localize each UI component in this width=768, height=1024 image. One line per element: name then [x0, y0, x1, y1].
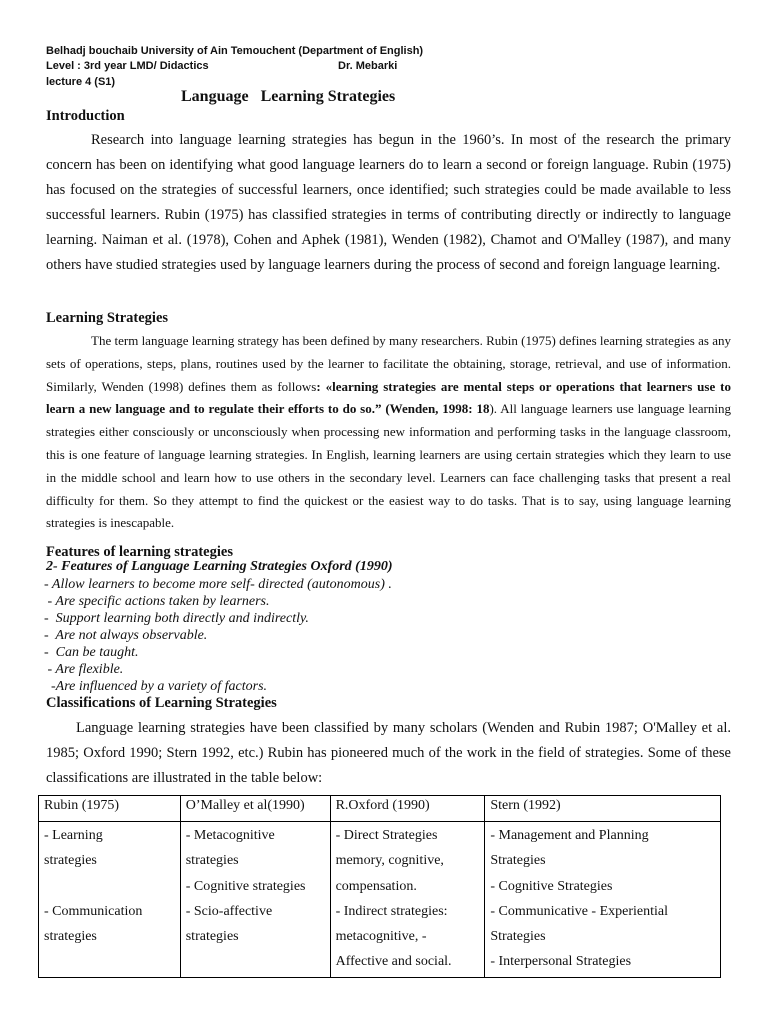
table-header-cell: Stern (1992): [485, 796, 721, 822]
table-cell-line: - Communicative - Experiential: [490, 903, 669, 919]
feature-item: - Can be taught.: [44, 645, 139, 660]
table-cell-line: Strategies: [490, 929, 546, 945]
table-cell-line: - Learning: [44, 828, 103, 843]
header-teacher: Dr. Mebarki: [338, 60, 398, 72]
features-heading: Features of learning strategies: [46, 544, 233, 560]
introduction-text: Research into language learning strategies has begun in the 1960’s. In most of the research the primary concern has been on identifying what good language learners do to learn a second or foreign language. Rubin (1975) has focused on the strategies of successful learners, once identified; such strategies could be made available to less successful learners. Rubin (1975) has classified strategies in terms of contributing directly or indirectly to language learning. Naiman et al. (1978), Cohen and Aphek (1981), Wenden (1982), Chamot and O'Malley (1987), and many others have studied strategies used by language learners during the process of second and foreign language learning.: [46, 132, 731, 273]
introduction-heading: Introduction: [46, 108, 125, 124]
learning-strategies-heading: Learning Strategies: [46, 310, 169, 326]
table-header-cell: O’Malley et al(1990): [180, 796, 330, 822]
table-cell-line: - Cognitive Strategies: [490, 878, 613, 894]
table-cell-line: - Metacognitive: [185, 828, 275, 843]
table-cell-line: memory, cognitive,: [335, 853, 444, 869]
page-title: Language Learning Strategies: [181, 88, 396, 105]
feature-item: - Are not always observable.: [44, 628, 208, 643]
table-cell-line: - Scio-affective: [185, 903, 273, 919]
table-cell-line: - Management and Planning: [490, 828, 649, 843]
table-cell-line: strategies: [44, 853, 97, 869]
table-cell-line: Affective and social.: [335, 954, 452, 970]
table-cell-stern: [485, 822, 721, 978]
feature-item: - Are specific actions taken by learners.: [44, 594, 270, 609]
table-cell-line: - Cognitive strategies: [185, 878, 306, 894]
table-row: [39, 822, 721, 978]
table-cell-line: metacognitive, -: [335, 929, 427, 945]
features-subheading: 2- Features of Language Learning Strategies Oxford (1990): [46, 559, 393, 574]
table-cell-line: - Indirect strategies:: [335, 903, 448, 919]
classifications-text: Language learning strategies have been classified by many scholars (Wenden and Rubin 1987; O'Malley et al. 1985; Oxford 1990; Stern 1992, etc.) Rubin has pioneered much of the work in the field of strategies. Some of these classifications are illustrated in the table below:: [46, 720, 731, 786]
wenden-quote-end: ).: [489, 401, 498, 417]
learning-strategies-intro: The term language learning strategy has been defined by many researchers. Rubin (1975) defines learning strategies as any sets of operations, steps, plans, routines used by the learner to facilitate the obtaining, storage, retrieval, and use of information. Similarly, Wenden (1998) defines them as follows: [46, 333, 731, 394]
table-cell-line: compensation.: [335, 878, 417, 894]
table-header-cell: Rubin (1975): [39, 796, 181, 822]
table-cell-line: strategies: [185, 929, 239, 945]
feature-item: - Allow learners to become more self- directed (autonomous) .: [44, 577, 392, 592]
feature-item: -Are influenced by a variety of factors.: [44, 679, 268, 694]
feature-item: - Are flexible.: [44, 662, 124, 677]
table-cell-spacer: [44, 874, 175, 899]
learning-strategies-continuation: All language learners use language learning strategies either consciously or unconsciously when processing new information and performing tasks in the language classroom, this is one feature of language learning strategies. In English, learning learners are using certain strategies which they learn to use in the middle school and learn how to use others in the secondary level. Learners can face challenging tasks that present a real difficulty for them. So they attempt to find the quickest or the easiest way to do tasks. That is to say, using language learning strategies is inescapable.: [46, 401, 731, 531]
header-lecture: lecture 4 (S1): [46, 76, 116, 88]
table-cell-line: - Direct Strategies: [335, 828, 438, 843]
table-cell-oxford: [330, 822, 485, 978]
table-header-row: [39, 796, 721, 822]
classifications-heading: Classifications of Learning Strategies: [46, 695, 277, 711]
table-cell-line: Strategies: [490, 853, 546, 869]
table-cell-line: - Communication: [44, 903, 143, 919]
wenden-quote: : «learning strategies are mental steps or operations that learners use to learn a new language and to regulate their efforts to do so.” (Wenden, 1998: 18: [46, 378, 731, 417]
table-cell-line: - Interpersonal Strategies: [490, 954, 632, 970]
table-cell-line: strategies: [185, 853, 239, 869]
header-university: Belhadj bouchaib University of Ain Temouchent (Department of English): [46, 45, 424, 57]
classification-table: [38, 795, 721, 978]
table-cell-omalley: [180, 822, 330, 978]
table-cell-rubin: [39, 822, 181, 978]
header-level: Level : 3rd year LMD/ Didactics: [46, 60, 209, 72]
table-header-cell: R.Oxford (1990): [330, 796, 485, 822]
features-list: [44, 576, 392, 695]
learning-strategies-text: [46, 330, 731, 535]
feature-item: - Support learning both directly and indirectly.: [44, 611, 309, 626]
header-level-line: [46, 59, 398, 73]
table-cell-line: strategies: [44, 929, 97, 945]
